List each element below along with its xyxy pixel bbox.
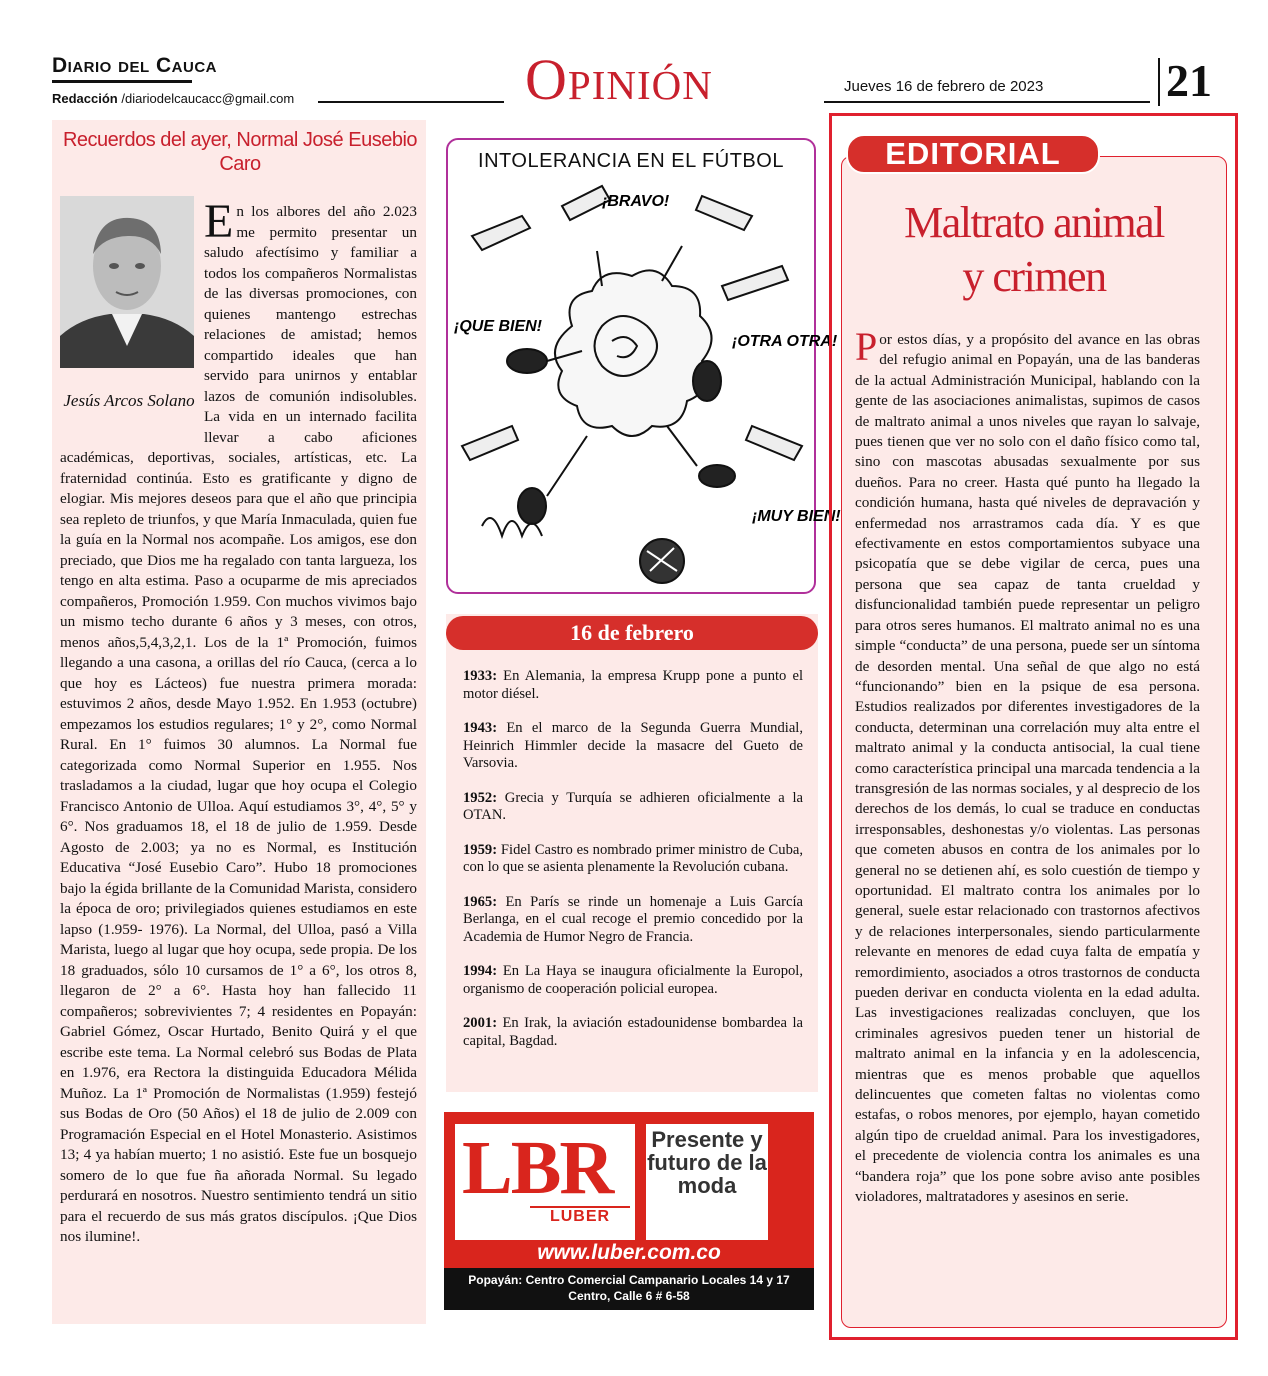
- efemeride-year: 1965:: [463, 893, 498, 910]
- efemeride-item: [463, 720, 803, 773]
- redaccion-email: /diariodelcaucacc@gmail.com: [117, 91, 295, 106]
- cartoon-title: INTOLERANCIA EN EL FÚTBOL: [478, 150, 784, 172]
- cartoon-bubble-muy-bien: ¡MUY BIEN!: [752, 508, 841, 525]
- efemeride-text: Fidel Castro es nombrado primer ministro de Cuba, con lo que se asienta plenamente la Revolución cubana.: [463, 841, 803, 875]
- ad-logo: LBR: [462, 1126, 613, 1210]
- efemeride-text: Grecia y Turquía se adhieren oficialmente a la OTAN.: [463, 789, 803, 823]
- efemeride-year: 2001:: [463, 1015, 498, 1031]
- efemeride-text: En La Haya se inaugura oficialmente la Europol, organismo de cooperación policial europea.: [463, 963, 803, 997]
- cartoon-illustration: [452, 176, 841, 588]
- editorial-title-line1: Maltrato animal: [904, 198, 1164, 247]
- editorial-drop-cap: P: [855, 324, 878, 369]
- efemerides-list: [463, 668, 803, 1067]
- efemeride-text: En el marco de la Segunda Guerra Mundial, Heinrich Himmler decide la masacre del Gueto de Varsovia.: [463, 720, 803, 771]
- editorial-tag: EDITORIAL: [846, 134, 1100, 174]
- redaccion-label: Redacción: [52, 91, 118, 106]
- cartoon-bubble-que-bien: ¡QUE BIEN!: [454, 318, 542, 335]
- efemeride-text: En Alemania, la empresa Krupp pone a punto el motor diésel.: [463, 668, 803, 702]
- efemeride-year: 1994:: [463, 963, 498, 979]
- page-number-divider: [1158, 58, 1160, 106]
- masthead: Diario del Cauca: [52, 54, 217, 77]
- efemeride-text: En París se rinde un homenaje a Luis García Berlanga, en el cual recoge el premio concedido por la Academia de Humor Negro de Francia.: [463, 893, 803, 945]
- redaccion-line: [52, 91, 294, 106]
- page-number: 21: [1166, 55, 1212, 106]
- cartoon-bubble-bravo: ¡BRAVO!: [602, 193, 670, 210]
- ad-brand: LUBER: [530, 1206, 630, 1226]
- efemeride-item: [463, 963, 803, 998]
- efemeride-item: [463, 1015, 803, 1050]
- header-rule-right: [824, 101, 1150, 103]
- efemeride-year: 1943:: [463, 720, 498, 736]
- efemerides-heading: 16 de febrero: [446, 616, 818, 650]
- editorial-title: [841, 196, 1227, 304]
- efemeride-year: 1959:: [463, 841, 498, 858]
- editorial-body: [855, 324, 1200, 1207]
- efemeride-year: 1933:: [463, 668, 498, 684]
- efemeride-year: 1952:: [463, 789, 498, 806]
- efemeride-item: [463, 790, 803, 825]
- masthead-rule: [52, 80, 192, 83]
- issue-date: Jueves 16 de febrero de 2023: [844, 78, 1044, 95]
- efemeride-item: [463, 894, 803, 947]
- column-title: Recuerdos del ayer, Normal José Eusebio Caro: [62, 129, 418, 175]
- editorial-title-line2: y crimen: [962, 252, 1106, 301]
- ad-slogan: Presente y futuro de la moda: [647, 1127, 767, 1198]
- ad-address-line1: Popayán: Centro Comercial Campanario Locales 14 y 17: [468, 1273, 790, 1287]
- column-drop-cap: E: [204, 195, 234, 248]
- column-body: [60, 195, 417, 1248]
- ad-address: [444, 1268, 814, 1310]
- cartoon-bubble-otra: ¡OTRA OTRA!: [732, 333, 838, 350]
- section-title: Opinión: [525, 47, 713, 112]
- editorial-text: or estos días, y a propósito del avance en las obras del refugio animal en Popayán, una de las banderas de la actual Administración Municipal, hablando con la gente de las asociaciones animalistas, supimos de casos de maltrato animal a unos niveles que rayan lo salvaje, pues tienen que ver no solo con el daño físico como tal, sino con mascotas abusadas sexualmente por sus dueños. Para no creer. Hasta qué punto ha llegado la condición humana, hasta qué niveles de depravación y enfermedad nos arrastramos cada día. Y es que efectivamente en estos comportamientos subyace una psicopatía que se debe vigilar de cerca, pues una persona que sea capaz de tanta crueldad y disfuncionalidad también puede representar un peligro para otros seres humanos. El maltrato animal no es una simple “conducta” de una persona, puede ser un síntoma de desorden mental. Una señal de que algo no está “funcionando” bien en la psique de esa persona. Estudios realizados por diferentes investigadores de la conducta, determinan una correlación muy alta entre el maltrato animal y la conducta antisocial, la cual tiene como característica principal una marcada tendencia a la transgresión de las normas sociales, y al desprecio de los derechos de los demás, lo cual se traduce en conductas irresponsables, deshonestas y/o violentas. Las personas que cometen abusos en contra de los animales por lo general no se detienen ahí, es solo cuestión de tiempo y oportunidad. El maltrato contra los animales por lo general, suele estar relacionado con trastornos afectivos y de relaciones interpersonales, siendo particularmente relevante en menores de edad cuya falta de empatía y remordimiento, asociados a otros trastornos de conducta pueden derivar en conducta violenta en la edad adulta. Las investigaciones realizadas concluyen, que los criminales agresivos pueden tener un historial de maltrato animal en la infancia y en la adolescencia, mientras que es menos probable que aquellos delincuentes que cometen faltas no violentas como estafas, o robos menores, por ejemplo, hayan cometido algún tipo de crueldad animal. Para los investigadores, el precedente de violencia contra los animales es una “bandera roja” que los pone sobre aviso ante posibles violadores, maltratadores y asesinos en serie.: [855, 331, 1200, 1206]
- ad-url[interactable]: www.luber.com.co: [537, 1241, 721, 1264]
- column-text: n los albores del año 2.023 me permito presentar un saludo afectísimo y familiar a todos los compañeros Normalistas de las diversas promociones, con quienes mantengo estrechas relaciones de amistad; hemos compartido ideales que han servido para unirnos y entablar lazos de comunión indisolubles. La vida en un internado facilita llevar a cabo aficiones académicas, deportivas, sociales, artísticas, etc. La fraternidad continúa. Esto es gratificante y digno de elogiar. Mis mejores deseos para que el año que principia sea repleto de triunfos, y que María Inmaculada, quien fue la guía en la Normal nos acompañe. Los amigos, ese don preciado, que Dios me ha regalado con tanta largueza, los tengo en alta estima. Paso a ocuparme de mis apreciados compañeros, Promoción 1.959. Con muchos vivimos bajo un mismo techo durante 6 años y 3 meses, con otros, menos años,5,4,3,2,1. Los de la 1ª Promoción, fuimos llegando a una casona, a orillas del río Cauca, (cerca a lo que hoy es Lácteos) fue nuestra primera morada: estuvimos 2 años, desde Mayo 1.952. En 1.953 (octubre) empezamos los estudios regulares; 1° y 2°, como Normal Rural. En 1° fuimos 30 alumnos. La Normal fue categorizada como Normal Superior en 1.955. Nos trasladamos a la ciudad, lugar que hoy ocupa el Colegio Francisco Antonio de Ulloa. Aquí estudiamos 3°, 4°, 5° y 6°. Nos graduamos 18, el 18 de julio de 1.959. Desde Agosto de 2.003; ya no es Normal, es Institución Educativa “José Eusebio Caro”. Hubo 18 promociones bajo la égida brillante de la Comunidad Marista, considero la época de oro; privilegiados quienes estudiamos en este lapso (1.959- 1976). La Normal, del Ulloa, pasó a Villa Marista, luego al lugar que hoy ocupa, sede propia. De los 18 graduados, sólo 10 cursamos de 1° a 6°, los otros 8, llegaron de 2° a 6°. Hasta hoy han fallecido 11 compañeros; sobrevivientes 7; 4 residentes en Popayán: Gabriel Gómez, Oscar Hurtado, Benito Quirá y el que escribe este tema. La Normal celebró sus Bodas de Plata en 1.976, era Rectora la distinguida Educadora Mélida Muñoz. La 1ª Promoción de Normalistas (1.959) festejó sus Bodas de Oro (50 Años) el 18 de julio de 2.009 con Programación Especial en el Hotel Monasterio. Asistimos 13; 4 ya habían muerto; 1 no asistió. Este fue un bosquejo somero de lo que fue ña añorada Normal. Su legado perdurará en nosotros. Nuestro sentimiento tendrá un sitio para el recuerdo de sus más gratos discípulos. ¡Que Dios nos ilumine!.: [60, 203, 417, 1245]
- ad-address-line2: Centro, Calle 6 # 6-58: [568, 1289, 690, 1303]
- author-name: Jesús Arcos Solano: [63, 391, 195, 410]
- efemeride-text: En Irak, la aviación estadounidense bombardea la capital, Bagdad.: [463, 1015, 803, 1049]
- efemeride-item: [463, 842, 803, 877]
- header-rule-left: [318, 101, 504, 103]
- efemeride-item: [463, 668, 803, 703]
